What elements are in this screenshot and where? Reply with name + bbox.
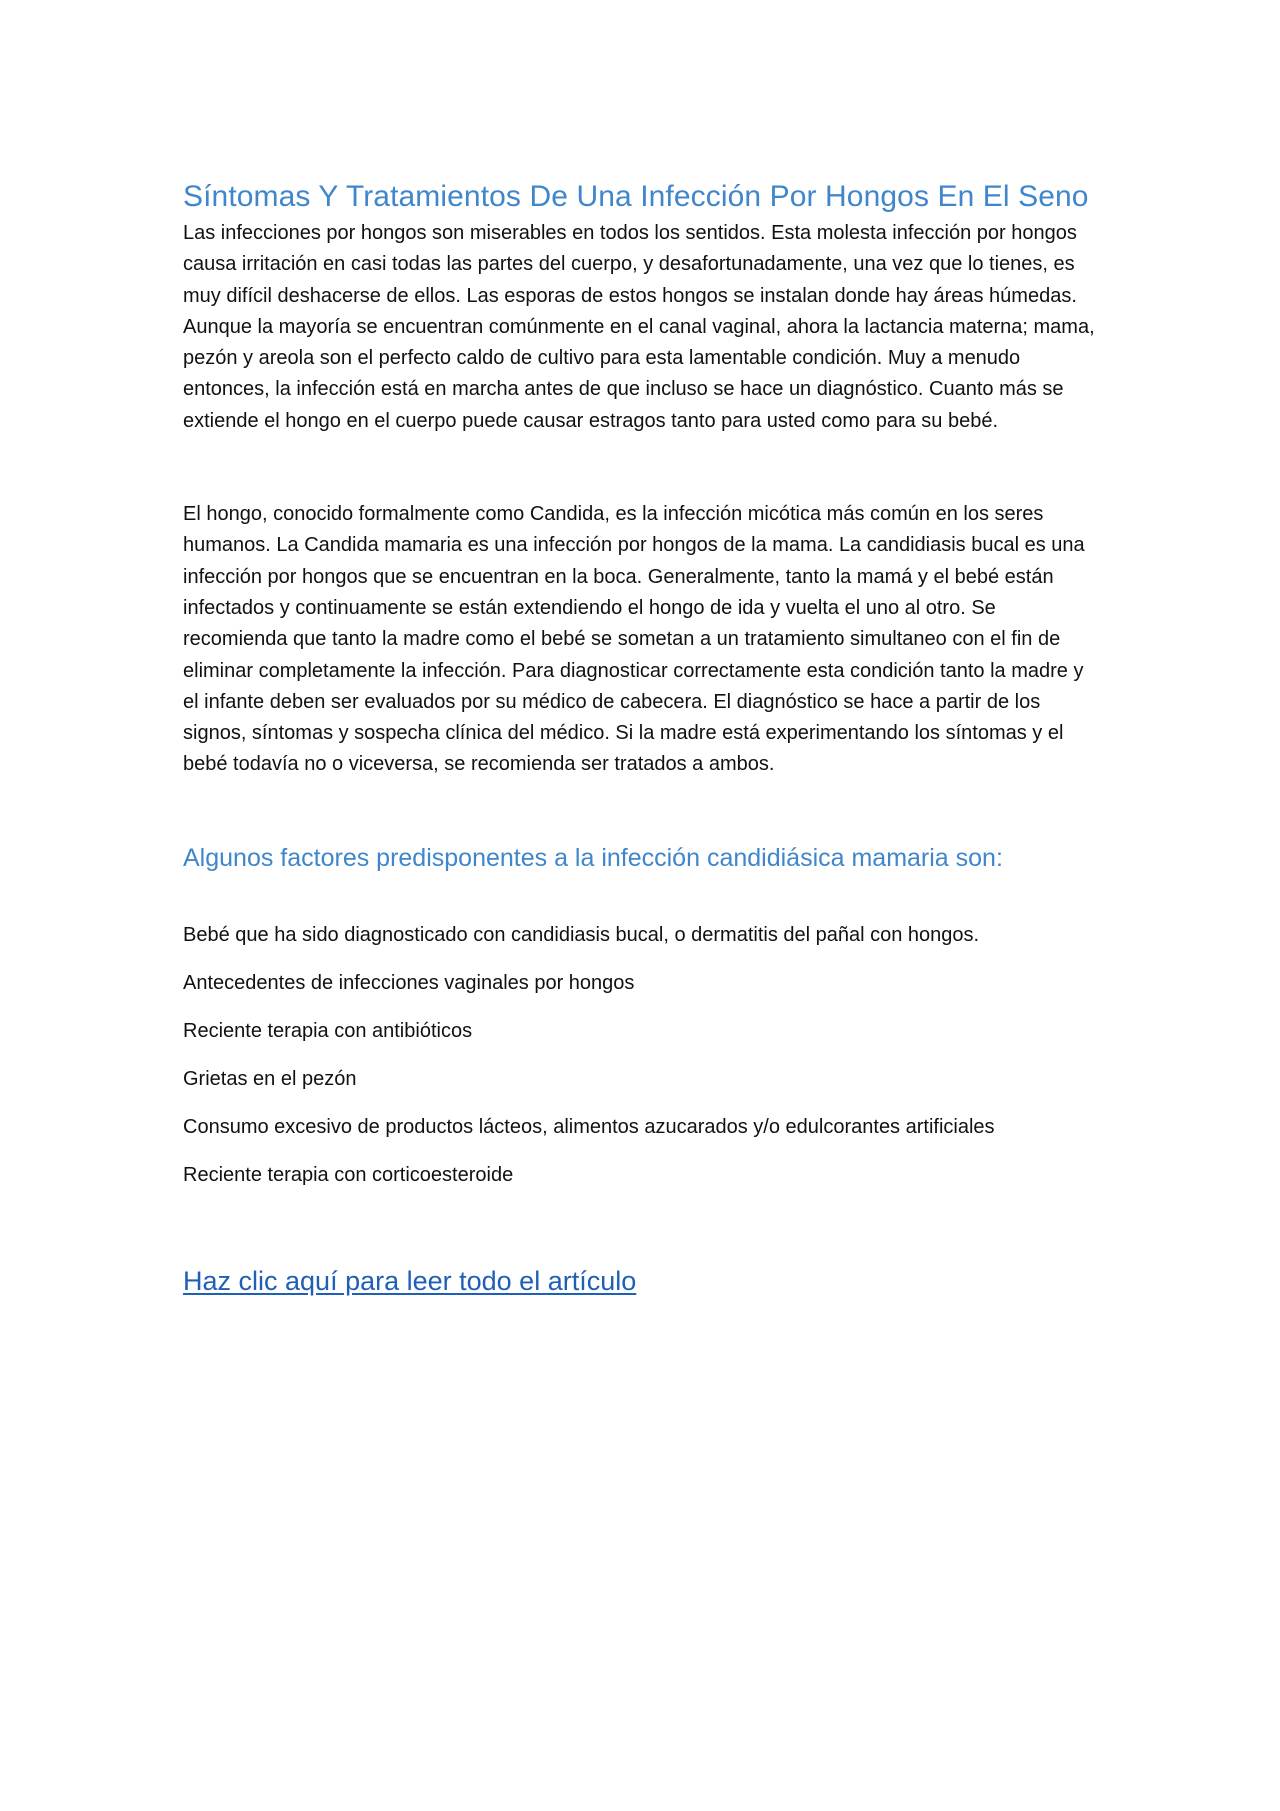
list-item: Consumo excesivo de productos lácteos, alimentos azucarados y/o edulcorantes artificiales: [183, 1115, 995, 1138]
list-item: Reciente terapia con antibióticos: [183, 1019, 473, 1042]
list-item: Reciente terapia con corticoesteroide: [183, 1163, 514, 1186]
document-page: [183, 176, 1103, 1299]
factors-heading: Algunos factores predisponentes a la infección candidiásica mamaria son:: [183, 843, 1003, 872]
page-title: Síntomas Y Tratamientos De Una Infección Por Hongos En El Seno: [183, 180, 1089, 213]
factors-list: [183, 920, 1103, 1190]
list-item: Grietas en el pezón: [183, 1067, 357, 1090]
read-full-article-link[interactable]: Haz clic aquí para leer todo el artículo: [183, 1265, 637, 1296]
list-item: Bebé que ha sido diagnosticado con candidiasis bucal, o dermatitis del pañal con hongos.: [183, 923, 980, 946]
intro-paragraph: Las infecciones por hongos son miserables en todos los sentidos. Esta molesta infección por hongos causa irritación en casi todas las partes del cuerpo, y desafortunadamente, una vez que lo tienes, es muy difícil deshacerse de ellos. Las esporas de estos hongos se instalan donde hay áreas húmedas. Aunque la mayoría se encuentran comúnmente en el canal vaginal, ahora la lactancia materna; mama, pezón y areola son el perfecto caldo de cultivo para esta lamentable condición. Muy a menudo entonces, la infección está en marcha antes de que incluso se hace un diagnóstico. Cuanto más se extiende el hongo en el cuerpo puede causar estragos tanto para usted como para su bebé.: [183, 222, 1095, 432]
candida-paragraph: El hongo, conocido formalmente como Candida, es la infección micótica más común en los seres humanos. La Candida mamaria es una infección por hongos de la mama. La candidiasis bucal es una infección por hongos que se encuentran en la boca. Generalmente, tanto la mamá y el bebé están infectados y continuamente se están extendiendo el hongo de ida y vuelta el uno al otro. Se recomienda que tanto la madre como el bebé se sometan a un tratamiento simultaneo con el fin de eliminar completamente la infección. Para diagnosticar correctamente esta condición tanto la madre y el infante deben ser evaluados por su médico de cabecera. El diagnóstico se hace a partir de los signos, síntomas y sospecha clínica del médico. Si la madre está experimentando los síntomas y el bebé todavía no o viceversa, se recomienda ser tratados a ambos.: [183, 503, 1085, 776]
list-item: Antecedentes de infecciones vaginales por hongos: [183, 971, 635, 994]
